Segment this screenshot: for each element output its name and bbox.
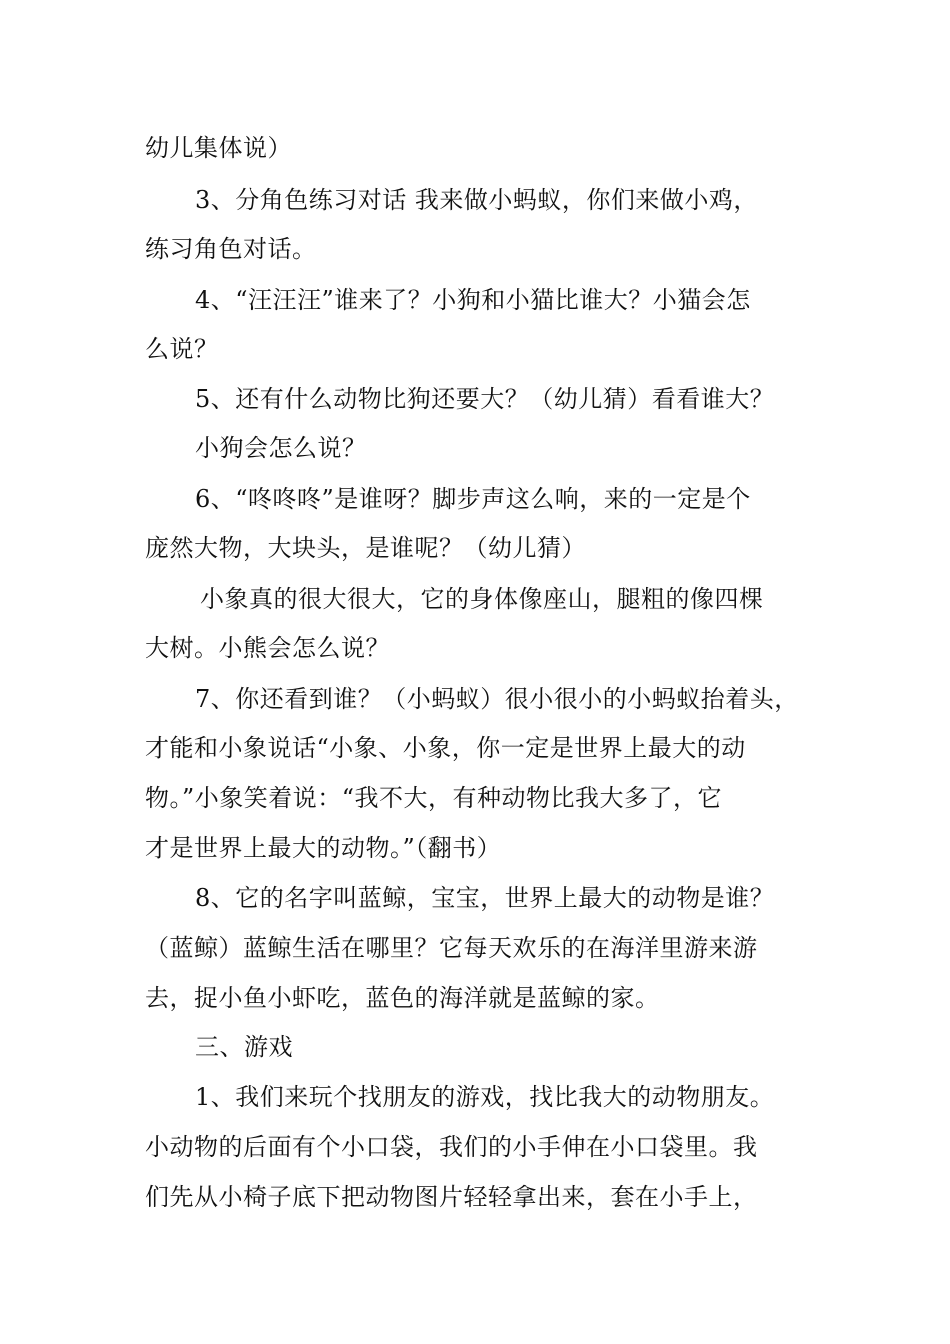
text-line-13: 才能和小象说话“小象、小象，你一定是世界上最大的动 xyxy=(145,734,746,762)
text-line-1: 幼儿集体说） xyxy=(145,134,292,162)
text-line-8: 6、“咚咚咚”是谁呀？脚步声这么响，来的一定是个 xyxy=(195,485,751,513)
text-line-10: 小象真的很大很大，它的身体像座山，腿粗的像四棵 xyxy=(200,585,764,613)
text-line-21: 小动物的后面有个小口袋，我们的小手伸在小口袋里。我 xyxy=(145,1133,758,1161)
text-line-12: 7、你还看到谁？（小蚂蚁）很小很小的小蚂蚁抬着头， xyxy=(195,685,799,713)
text-line-4: 4、“汪汪汪”谁来了？小狗和小猫比谁大？小猫会怎 xyxy=(195,286,751,314)
text-line-6: 5、还有什么动物比狗还要大？（幼儿猜）看看谁大？ xyxy=(195,385,775,413)
text-line-9: 庞然大物，大块头，是谁呢？（幼儿猜） xyxy=(145,534,586,562)
text-line-14: 物。”小象笑着说：“我不大，有种动物比我大多了，它 xyxy=(145,784,723,812)
text-line-17: （蓝鲸）蓝鲸生活在哪里？它每天欢乐的在海洋里游来游 xyxy=(145,934,758,962)
text-line-18: 去，捉小鱼小虾吃，蓝色的海洋就是蓝鲸的家。 xyxy=(145,984,660,1012)
text-line-7: 小狗会怎么说？ xyxy=(195,434,367,462)
text-line-22: 们先从小椅子底下把动物图片轻轻拿出来，套在小手上， xyxy=(145,1183,758,1211)
text-line-11: 大树。小熊会怎么说？ xyxy=(145,634,390,662)
text-line-16: 8、它的名字叫蓝鲸，宝宝，世界上最大的动物是谁？ xyxy=(195,884,775,912)
text-line-3: 练习角色对话。 xyxy=(145,235,317,263)
text-line-15: 才是世界上最大的动物。”（翻书） xyxy=(145,834,502,862)
section-heading-game: 三、游戏 xyxy=(195,1033,293,1061)
text-line-5: 么说？ xyxy=(145,335,219,363)
text-line-2: 3、分角色练习对话 我来做小蚂蚁，你们来做小鸡， xyxy=(195,186,758,214)
text-line-20: 1、我们来玩个找朋友的游戏，找比我大的动物朋友。 xyxy=(195,1083,775,1111)
